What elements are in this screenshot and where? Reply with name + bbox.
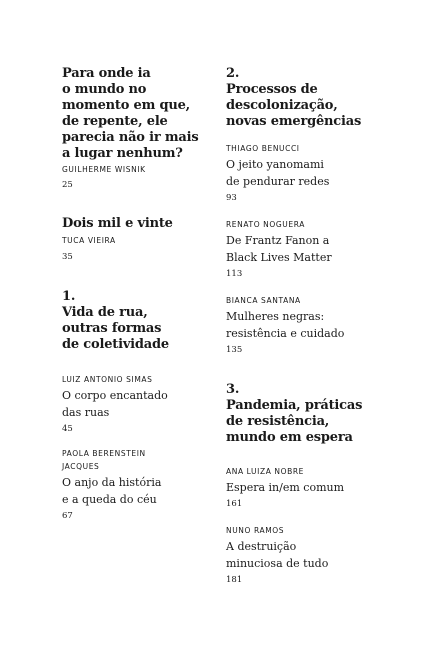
author-name: LUIZ ANTONIO SIMAS: [62, 375, 153, 384]
section-heading: 2. Processos de descolonização, novas emergências: [226, 66, 396, 130]
toc-entry-nobre: [226, 465, 396, 511]
essay-title: O jeito yanomami de pendurar redes: [226, 158, 330, 188]
page-number: 45: [62, 424, 73, 434]
essay-title: Para onde ia o mundo no momento em que, de repente, ele parecia não ir mais a lugar nenhum?: [62, 66, 199, 161]
section-heading: 1. Vida de rua, outras formas de coletividade: [62, 289, 212, 353]
essay-title: De Frantz Fanon a Black Lives Matter: [226, 234, 332, 264]
essay-title: Espera in/em comum: [226, 481, 345, 494]
page-number: 135: [226, 345, 243, 355]
essay-title: O anjo da história e a queda do céu: [62, 476, 162, 506]
page-number: 67: [62, 511, 73, 521]
toc-entry-simas: [62, 373, 212, 436]
section-heading: 3. Pandemia, práticas de resistência, mundo em espera: [226, 382, 396, 446]
section-number: 1.: [62, 289, 76, 304]
section-number: 2.: [226, 66, 240, 81]
author-name: PAOLA BERENSTEIN JACQUES: [62, 449, 146, 471]
page-number: 93: [226, 193, 237, 203]
toc-entry-noguera: [226, 218, 396, 281]
author-name: GUILHERME WISNIK: [62, 165, 146, 174]
author-name: THIAGO BENUCCI: [226, 144, 300, 153]
toc-left-column: [62, 66, 212, 523]
toc-entry-vieira: [62, 216, 212, 264]
toc-entry-benucci: [226, 142, 396, 205]
toc-entry-jacques: [62, 447, 212, 523]
page-number: 113: [226, 269, 243, 279]
author-name: NUNO RAMOS: [226, 526, 285, 535]
toc-section-3: [226, 382, 396, 446]
author-name: TUCA VIEIRA: [62, 236, 116, 245]
essay-title: O corpo encantado das ruas: [62, 389, 168, 419]
author-name: ANA LUIZA NOBRE: [226, 467, 305, 476]
page-number: 25: [62, 180, 73, 190]
toc-entry-wisnik: [62, 66, 212, 192]
page-number: 181: [226, 575, 243, 585]
author-name: BIANCA SANTANA: [226, 296, 301, 305]
toc-entry-ramos: [226, 524, 396, 587]
author-name: RENATO NOGUERA: [226, 220, 305, 229]
toc-entry-santana: [226, 294, 396, 357]
essay-title: Dois mil e vinte: [62, 216, 173, 231]
page-number: 35: [62, 252, 73, 262]
toc-section-1: [62, 289, 212, 353]
toc-right-column: [226, 66, 396, 587]
page-number: 161: [226, 499, 243, 509]
essay-title: Mulheres negras: resistência e cuidado: [226, 310, 345, 340]
section-number: 3.: [226, 382, 240, 397]
toc-section-2: [226, 66, 396, 130]
essay-title: A destruição minuciosa de tudo: [226, 540, 329, 570]
